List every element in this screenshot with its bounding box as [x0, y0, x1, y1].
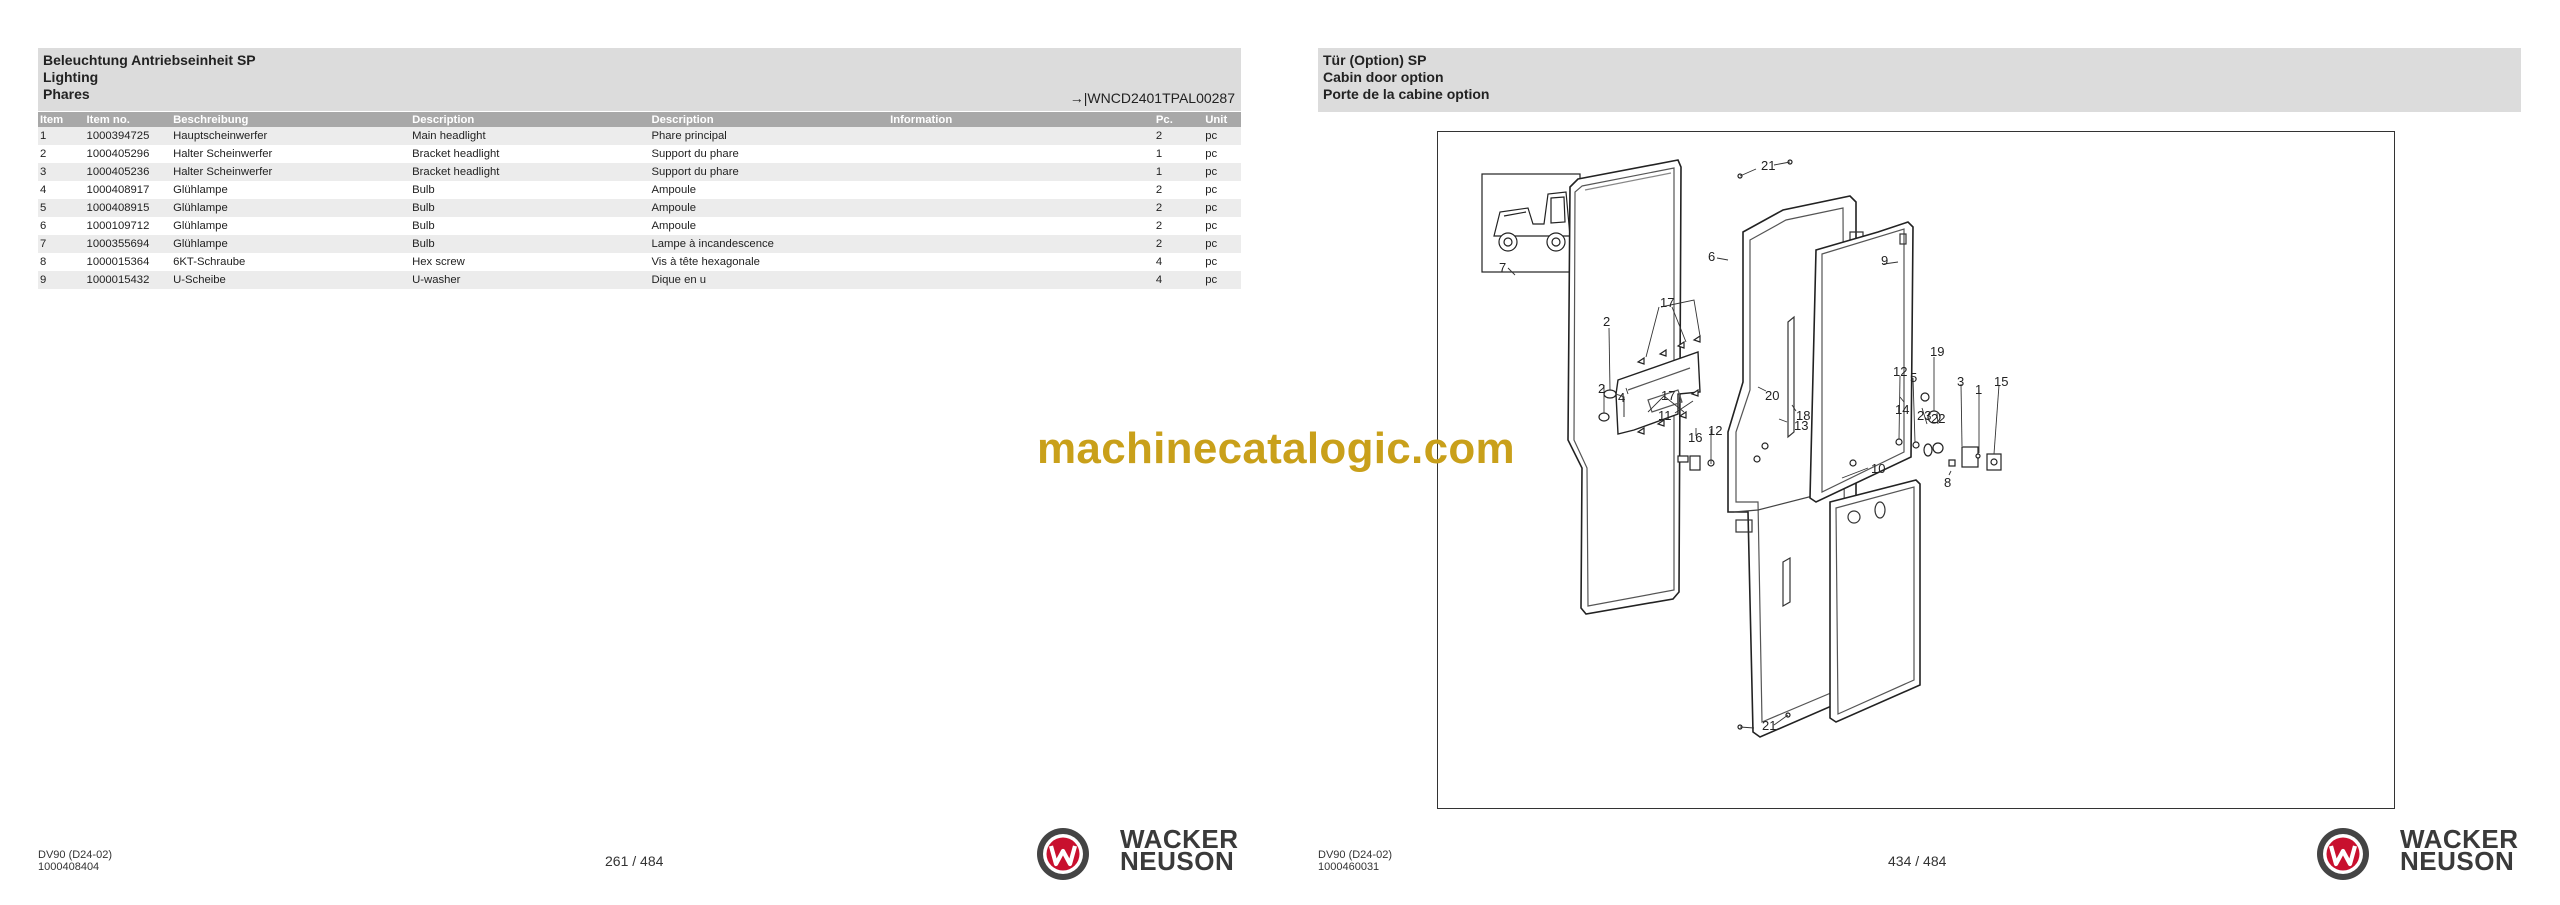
callout-label: 2: [1598, 381, 1606, 396]
cell-item-no: 1000405296: [86, 148, 150, 160]
cell-description-en: Bulb: [412, 184, 435, 196]
footer-model-info: [1318, 849, 1392, 873]
callout-label: 23: [1917, 408, 1932, 423]
cell-item-no: 1000408917: [86, 184, 150, 196]
callout-label: 10: [1871, 461, 1886, 476]
cell-item: 1: [38, 127, 85, 145]
callout-label: 1: [1975, 382, 1983, 397]
cell-description-en: Hex screw: [412, 256, 465, 268]
cell-description-fr: Phare principal: [649, 127, 888, 145]
cell-unit: pc: [1203, 199, 1241, 217]
cell-item-no: 1000109712: [86, 220, 150, 232]
cell-information: [888, 253, 1154, 271]
cell-item: 5: [38, 199, 85, 217]
callout-label: 7: [1499, 260, 1507, 275]
table-row: [38, 235, 1241, 253]
part-9-door-glass: [1810, 222, 1913, 502]
cell-beschreibung: Glühlampe: [173, 184, 228, 196]
cell-beschreibung: U-Scheibe: [171, 271, 410, 289]
table-row: [38, 271, 1241, 289]
footer-model: DV90 (D24-02): [1318, 849, 1392, 861]
callout-label: 5: [1910, 370, 1918, 385]
table-row: [38, 163, 1241, 181]
brand-line-2: NEUSON: [2400, 846, 2515, 876]
watermark-text: machinecatalogic.com: [1037, 424, 1515, 473]
table-header-row: [38, 112, 1241, 127]
cell-item-no: 1000405236: [85, 163, 172, 181]
cabin-door-drawing: [1438, 132, 2394, 808]
cell-description-fr: Support du phare: [651, 148, 739, 160]
cell-beschreibung: Glühlampe: [173, 220, 228, 232]
cell-information: [888, 163, 1154, 181]
callout-label: 2: [1603, 314, 1611, 329]
cell-unit: pc: [1203, 163, 1241, 181]
cell-beschreibung: Hauptscheinwerfer: [171, 127, 410, 145]
cell-description-fr: Support du phare: [649, 163, 888, 181]
cell-description-en: Bracket headlight: [410, 163, 649, 181]
callout-label: 19: [1930, 344, 1945, 359]
cell-description-fr: Ampoule: [651, 220, 697, 232]
brand-logo: [2315, 824, 2519, 887]
col-header-pc: Pc.: [1154, 112, 1203, 127]
cell-pc: 2: [1154, 127, 1203, 145]
cell-pc: 4: [1155, 256, 1163, 268]
cell-unit: pc: [1203, 235, 1241, 253]
cell-unit: pc: [1205, 148, 1218, 160]
title-english: Lighting: [43, 69, 99, 85]
cell-information: [888, 145, 1154, 163]
title-german: Tür (Option) SP: [1323, 52, 1427, 68]
callout-label: 3: [1957, 374, 1965, 389]
brand-wordmark: [2400, 824, 2519, 876]
cell-description-en: Bulb: [410, 199, 649, 217]
cell-item-no: 1000394725: [85, 127, 172, 145]
footer-document-id: 1000460031: [1318, 861, 1380, 873]
callout-label: 9: [1881, 253, 1889, 268]
cell-pc: 1: [1155, 148, 1163, 160]
callout-label: 17: [1660, 295, 1675, 310]
cell-information: [888, 235, 1154, 253]
col-header-information: Information: [888, 112, 1154, 127]
table-row: [38, 181, 1241, 199]
callout-label: 18: [1796, 408, 1811, 423]
callout-label: 12: [1708, 423, 1723, 438]
table-row: [38, 127, 1241, 145]
title-band: [1318, 48, 2521, 112]
part-10-inner-panel: [1830, 480, 1920, 722]
table-row: [38, 253, 1241, 271]
cell-beschreibung: Glühlampe: [171, 199, 410, 217]
cell-description-en: Bulb: [412, 220, 435, 232]
cell-information: [888, 199, 1154, 217]
callout-label: 21: [1762, 718, 1777, 733]
cell-item-no: 1000015432: [85, 271, 172, 289]
cell-item: 7: [38, 235, 85, 253]
cell-item: 2: [40, 148, 47, 160]
cell-description-fr: Ampoule: [649, 199, 888, 217]
title-band: [38, 48, 1241, 111]
callout-label: 11: [1658, 408, 1672, 423]
cell-item: 8: [40, 256, 47, 268]
col-header-item-no: Item no.: [85, 112, 172, 127]
wacker-neuson-emblem-icon: [2315, 826, 2371, 882]
cell-pc: 2: [1154, 199, 1203, 217]
cell-description-en: Bracket headlight: [412, 148, 500, 160]
table-row: [38, 217, 1241, 235]
col-header-unit: Unit: [1203, 112, 1241, 127]
brand-logo: [1035, 824, 1239, 887]
footer-model: DV90 (D24-02): [38, 849, 112, 861]
cell-item: 4: [40, 184, 47, 196]
cell-pc: 1: [1154, 163, 1203, 181]
cell-pc: 2: [1155, 184, 1163, 196]
callout-label: 20: [1765, 388, 1780, 403]
brand-line-2: NEUSON: [1120, 846, 1235, 876]
col-header-item: Item: [38, 112, 85, 127]
cell-unit: pc: [1203, 127, 1241, 145]
title-french: Porte de la cabine option: [1323, 86, 1490, 102]
cell-description-fr: Vis à tête hexagonale: [651, 256, 760, 268]
title-german: Beleuchtung Antriebseinheit SP: [43, 52, 256, 68]
parts-table: [38, 112, 1241, 289]
callout-label: 17: [1661, 388, 1676, 403]
cell-unit: pc: [1203, 271, 1241, 289]
callout-label: 21: [1761, 158, 1776, 173]
cell-information: [888, 271, 1154, 289]
brand-line-1: WACKER: [1120, 824, 1239, 854]
cell-beschreibung: Glühlampe: [171, 235, 410, 253]
callout-label: 6: [1708, 249, 1716, 264]
cell-unit: pc: [1205, 256, 1218, 268]
cell-pc: 2: [1155, 220, 1163, 232]
footer-model-info: [38, 849, 112, 873]
brand-line-1: WACKER: [2400, 824, 2519, 854]
cell-description-fr: Dique en u: [649, 271, 888, 289]
title-english: Cabin door option: [1323, 69, 1444, 85]
cell-description-fr: Lampe à incandescence: [649, 235, 888, 253]
brand-wordmark: [1120, 824, 1239, 876]
title-french: Phares: [43, 86, 90, 102]
cell-pc: 2: [1154, 235, 1203, 253]
callout-label: 16: [1688, 430, 1703, 445]
cell-item-no: 1000015364: [86, 256, 150, 268]
callout-label: 22: [1931, 411, 1946, 426]
callout-label: 13: [1794, 418, 1809, 433]
table-row: [38, 199, 1241, 217]
machine-thumbnail: [1482, 174, 1580, 272]
callout-label: 14: [1895, 402, 1910, 417]
col-header-description-fr: Description: [649, 112, 888, 127]
cell-information: [888, 127, 1154, 145]
callout-label: 8: [1944, 475, 1952, 490]
cell-information: [888, 181, 1154, 199]
col-header-beschreibung: Beschreibung: [171, 112, 410, 127]
wacker-neuson-emblem-icon: [1035, 826, 1091, 882]
callout-label: 12: [1893, 364, 1908, 379]
page-number: 261 / 484: [605, 853, 664, 869]
callout-label: 4: [1618, 390, 1626, 405]
cell-item: 6: [40, 220, 47, 232]
cell-item: 3: [38, 163, 85, 181]
callout-label: 15: [1994, 374, 2009, 389]
cell-item-no: 1000408915: [85, 199, 172, 217]
cell-item: 9: [38, 271, 85, 289]
cell-item-no: 1000355694: [85, 235, 172, 253]
cell-beschreibung: Halter Scheinwerfer: [171, 163, 410, 181]
page-number: 434 / 484: [1888, 853, 1947, 869]
cell-description-fr: Ampoule: [651, 184, 697, 196]
footer-document-id: 1000408404: [38, 861, 100, 873]
cell-unit: pc: [1205, 184, 1218, 196]
cell-unit: pc: [1205, 220, 1218, 232]
cell-description-en: Bulb: [410, 235, 649, 253]
col-header-description-en: Description: [410, 112, 649, 127]
cell-description-en: U-washer: [410, 271, 649, 289]
cell-beschreibung: 6KT-Schraube: [173, 256, 246, 268]
cell-beschreibung: Halter Scheinwerfer: [173, 148, 273, 160]
cell-description-en: Main headlight: [410, 127, 649, 145]
cell-information: [888, 217, 1154, 235]
table-row: [38, 145, 1241, 163]
cell-pc: 4: [1154, 271, 1203, 289]
reference-code: →|WNCD2401TPAL00287: [1069, 90, 1235, 106]
exploded-parts-diagram: [1437, 131, 2395, 809]
